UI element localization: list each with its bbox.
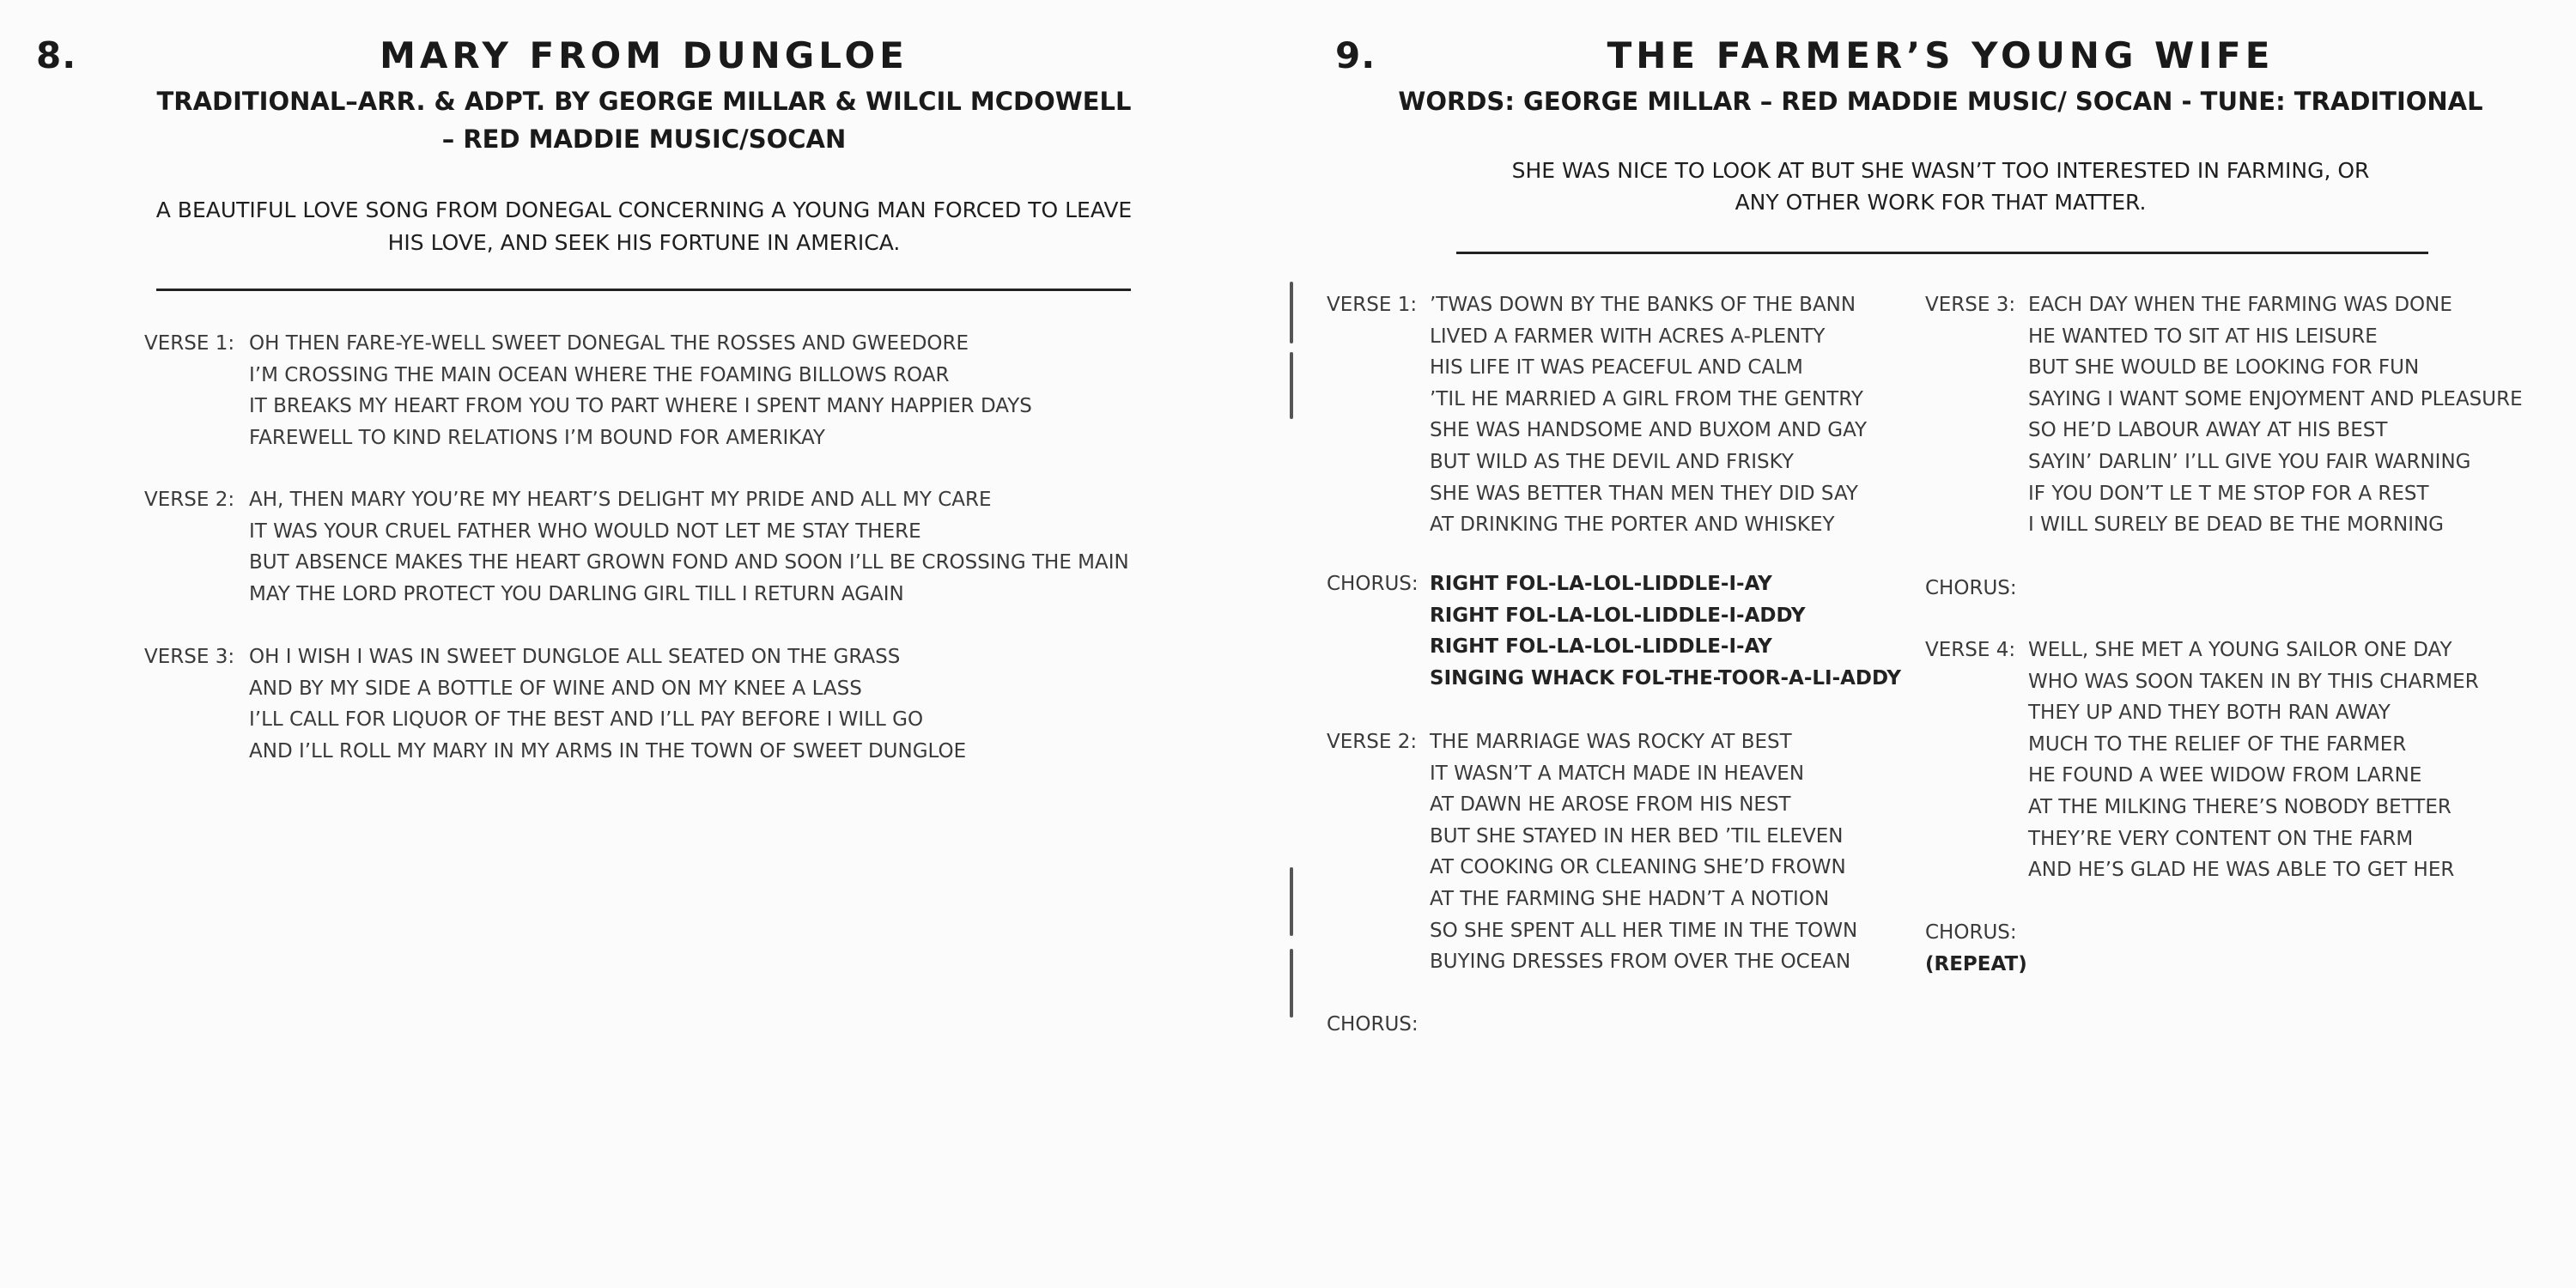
lyric-line: RIGHT FOL-LA-LOL-LIDDLE-I-AY [1430,573,1772,595]
lyric-line: AH, THEN MARY YOU’RE MY HEART’S DELIGHT MY PRIDE AND ALL MY CARE [249,489,992,511]
lyric-line: WHO WAS SOON TAKEN IN BY THIS CHARMER [2028,670,2479,693]
lyric-line: THE MARRIAGE WAS ROCKY AT BEST [1430,731,1792,753]
lyric-line: AT COOKING OR CLEANING SHE’D FROWN [1430,856,1846,879]
repeat-instruction: (REPEAT) [1925,953,2027,975]
section-divider [156,289,1131,291]
margin-mark [1290,867,1293,936]
lyric-line: BUT ABSENCE MAKES THE HEART GROWN FOND AND SOON I’LL BE CROSSING THE MAIN [249,551,1129,574]
lyric-line: THEY’RE VERY CONTENT ON THE FARM [2028,827,2414,850]
lyric-line: MUCH TO THE RELIEF OF THE FARMER [2028,732,2407,756]
verse-block [144,328,1218,457]
lyric-line: IT BREAKS MY HEART FROM YOU TO PART WHERE I SPENT MANY HAPPIER DAYS [249,395,1032,418]
lyric-line: IT WASN’T A MATCH MADE IN HEAVEN [1430,762,1805,785]
lyric-line: HE WANTED TO SIT AT HIS LEISURE [2028,325,2378,348]
chorus-label: CHORUS: [1925,577,2017,599]
verse-label: VERSE 2: [144,489,235,511]
lyric-line: I’M CROSSING THE MAIN OCEAN WHERE THE FOAMING BILLOWS ROAR [249,363,950,386]
lyric-line: AT DAWN HE AROSE FROM HIS NEST [1430,793,1791,817]
lyric-line: FAREWELL TO KIND RELATIONS I’M BOUND FOR AMERIKAY [249,426,825,449]
margin-mark [1290,352,1293,419]
song-title: THE FARMER’S YOUNG WIFE [1607,34,2275,76]
verse-block [1327,289,1902,547]
lyric-line: LIVED A FARMER WITH ACRES A-PLENTY [1430,325,1826,348]
song-credit-line-1: WORDS: GEORGE MILLAR – RED MADDIE MUSIC/ SOCAN - TUNE: TRADITIONAL [1398,87,2483,116]
lyric-line: AT THE FARMING SHE HADN’T A NOTION [1430,887,1830,910]
lyric-line: SHE WAS BETTER THAN MEN THEY DID SAY [1430,482,1858,505]
lyric-line: AND BY MY SIDE A BOTTLE OF WINE AND ON MY KNEE A LASS [249,677,862,700]
lyric-line: SAYIN’ DARLIN’ I’LL GIVE YOU FAIR WARNING [2028,450,2471,473]
lyric-line: THEY UP AND THEY BOTH RAN AWAY [2028,702,2391,725]
song-number: 8. [36,34,77,76]
lyric-line: SO SHE SPENT ALL HER TIME IN THE TOWN [1430,919,1858,942]
lyric-line: MAY THE LORD PROTECT YOU DARLING GIRL TILL I RETURN AGAIN [249,582,904,605]
song-description-line-2: HIS LOVE, AND SEEK HIS FORTUNE IN AMERICA. [387,230,901,255]
song-description-line-1: A BEAUTIFUL LOVE SONG FROM DONEGAL CONCERNING A YOUNG MAN FORCED TO LEAVE [155,197,1133,222]
chorus-label: CHORUS: [1327,573,1419,595]
lyric-line: IF YOU DON’T LE T ME STOP FOR A REST [2028,482,2429,505]
lyric-line: WELL, SHE MET A YOUNG SAILOR ONE DAY [2028,639,2452,661]
verse-label: VERSE 1: [144,332,235,355]
verse-block [1327,726,1902,984]
verse-label: VERSE 3: [144,646,235,668]
section-divider [1456,252,2428,254]
lyric-line: AT THE MILKING THERE’S NOBODY BETTER [2028,795,2451,818]
lyric-line: OH I WISH I WAS IN SWEET DUNGLOE ALL SEATED ON THE GRASS [249,646,901,668]
lyric-line: I’LL CALL FOR LIQUOR OF THE BEST AND I’LL PAY BEFORE I WILL GO [249,708,924,732]
lyric-line: AND HE’S GLAD HE WAS ABLE TO GET HER [2028,859,2455,882]
lyric-line: SAYING I WANT SOME ENJOYMENT AND PLEASURE [2028,387,2523,410]
verse-label: VERSE 1: [1327,294,1418,316]
verse-block [144,484,1218,613]
margin-mark [1290,949,1293,1018]
lyric-line: ’TWAS DOWN BY THE BANKS OF THE BANN [1430,294,1856,316]
song-credit-line-2: – RED MADDIE MUSIC/SOCAN [441,125,847,154]
verse-block [1925,635,2526,892]
margin-mark [1290,282,1293,343]
verse-label: VERSE 2: [1327,731,1418,753]
song-description-line-2: ANY OTHER WORK FOR THAT MATTER. [1735,190,2147,215]
lyric-line: EACH DAY WHEN THE FARMING WAS DONE [2028,294,2452,316]
lyric-line: ’TIL HE MARRIED A GIRL FROM THE GENTRY [1430,387,1863,410]
lyric-line: SO HE’D LABOUR AWAY AT HIS BEST [2028,419,2388,442]
lyric-line: BUT WILD AS THE DEVIL AND FRISKY [1430,450,1794,473]
lyric-line: RIGHT FOL-LA-LOL-LIDDLE-I-AY [1430,635,1772,659]
verse-block [1925,289,2526,547]
lyric-line: BUT SHE STAYED IN HER BED ’TIL ELEVEN [1430,824,1844,848]
song-description-line-1: SHE WAS NICE TO LOOK AT BUT SHE WASN’T TOO INTERESTED IN FARMING, OR [1511,158,2370,183]
lyric-line: RIGHT FOL-LA-LOL-LIDDLE-I-ADDY [1430,604,1806,627]
lyric-line: IT WAS YOUR CRUEL FATHER WHO WOULD NOT LET ME STAY THERE [249,519,921,543]
lyric-line: HE FOUND A WEE WIDOW FROM LARNE [2028,764,2422,787]
chorus-label: CHORUS: [1327,1013,1419,1036]
verse-label: VERSE 4: [1925,639,2016,661]
chorus-block [1327,568,1902,697]
song-title: MARY FROM DUNGLOE [380,34,908,76]
song-number: 9. [1335,34,1376,76]
lyric-line: OH THEN FARE-YE-WELL SWEET DONEGAL THE ROSSES AND GWEEDORE [249,332,969,355]
lyric-line: SHE WAS HANDSOME AND BUXOM AND GAY [1430,419,1868,442]
lyric-line: I WILL SURELY BE DEAD BE THE MORNING [2028,513,2444,537]
lyric-line: BUT SHE WOULD BE LOOKING FOR FUN [2028,356,2420,380]
lyric-line: SINGING WHACK FOL-THE-TOOR-A-LI-ADDY [1430,666,1902,690]
lyric-line: AND I’LL ROLL MY MARY IN MY ARMS IN THE TOWN OF SWEET DUNGLOE [249,739,967,762]
verse-label: VERSE 3: [1925,294,2016,316]
lyric-line: BUYING DRESSES FROM OVER THE OCEAN [1430,951,1851,974]
lyric-line: AT DRINKING THE PORTER AND WHISKEY [1430,513,1835,537]
verse-block [144,641,1218,770]
song-credit-line-1: TRADITIONAL–ARR. & ADPT. BY GEORGE MILLAR & WILCIL MCDOWELL [156,87,1132,116]
lyric-line: HIS LIFE IT WAS PEACEFUL AND CALM [1430,356,1803,380]
chorus-label: CHORUS: [1925,921,2017,944]
